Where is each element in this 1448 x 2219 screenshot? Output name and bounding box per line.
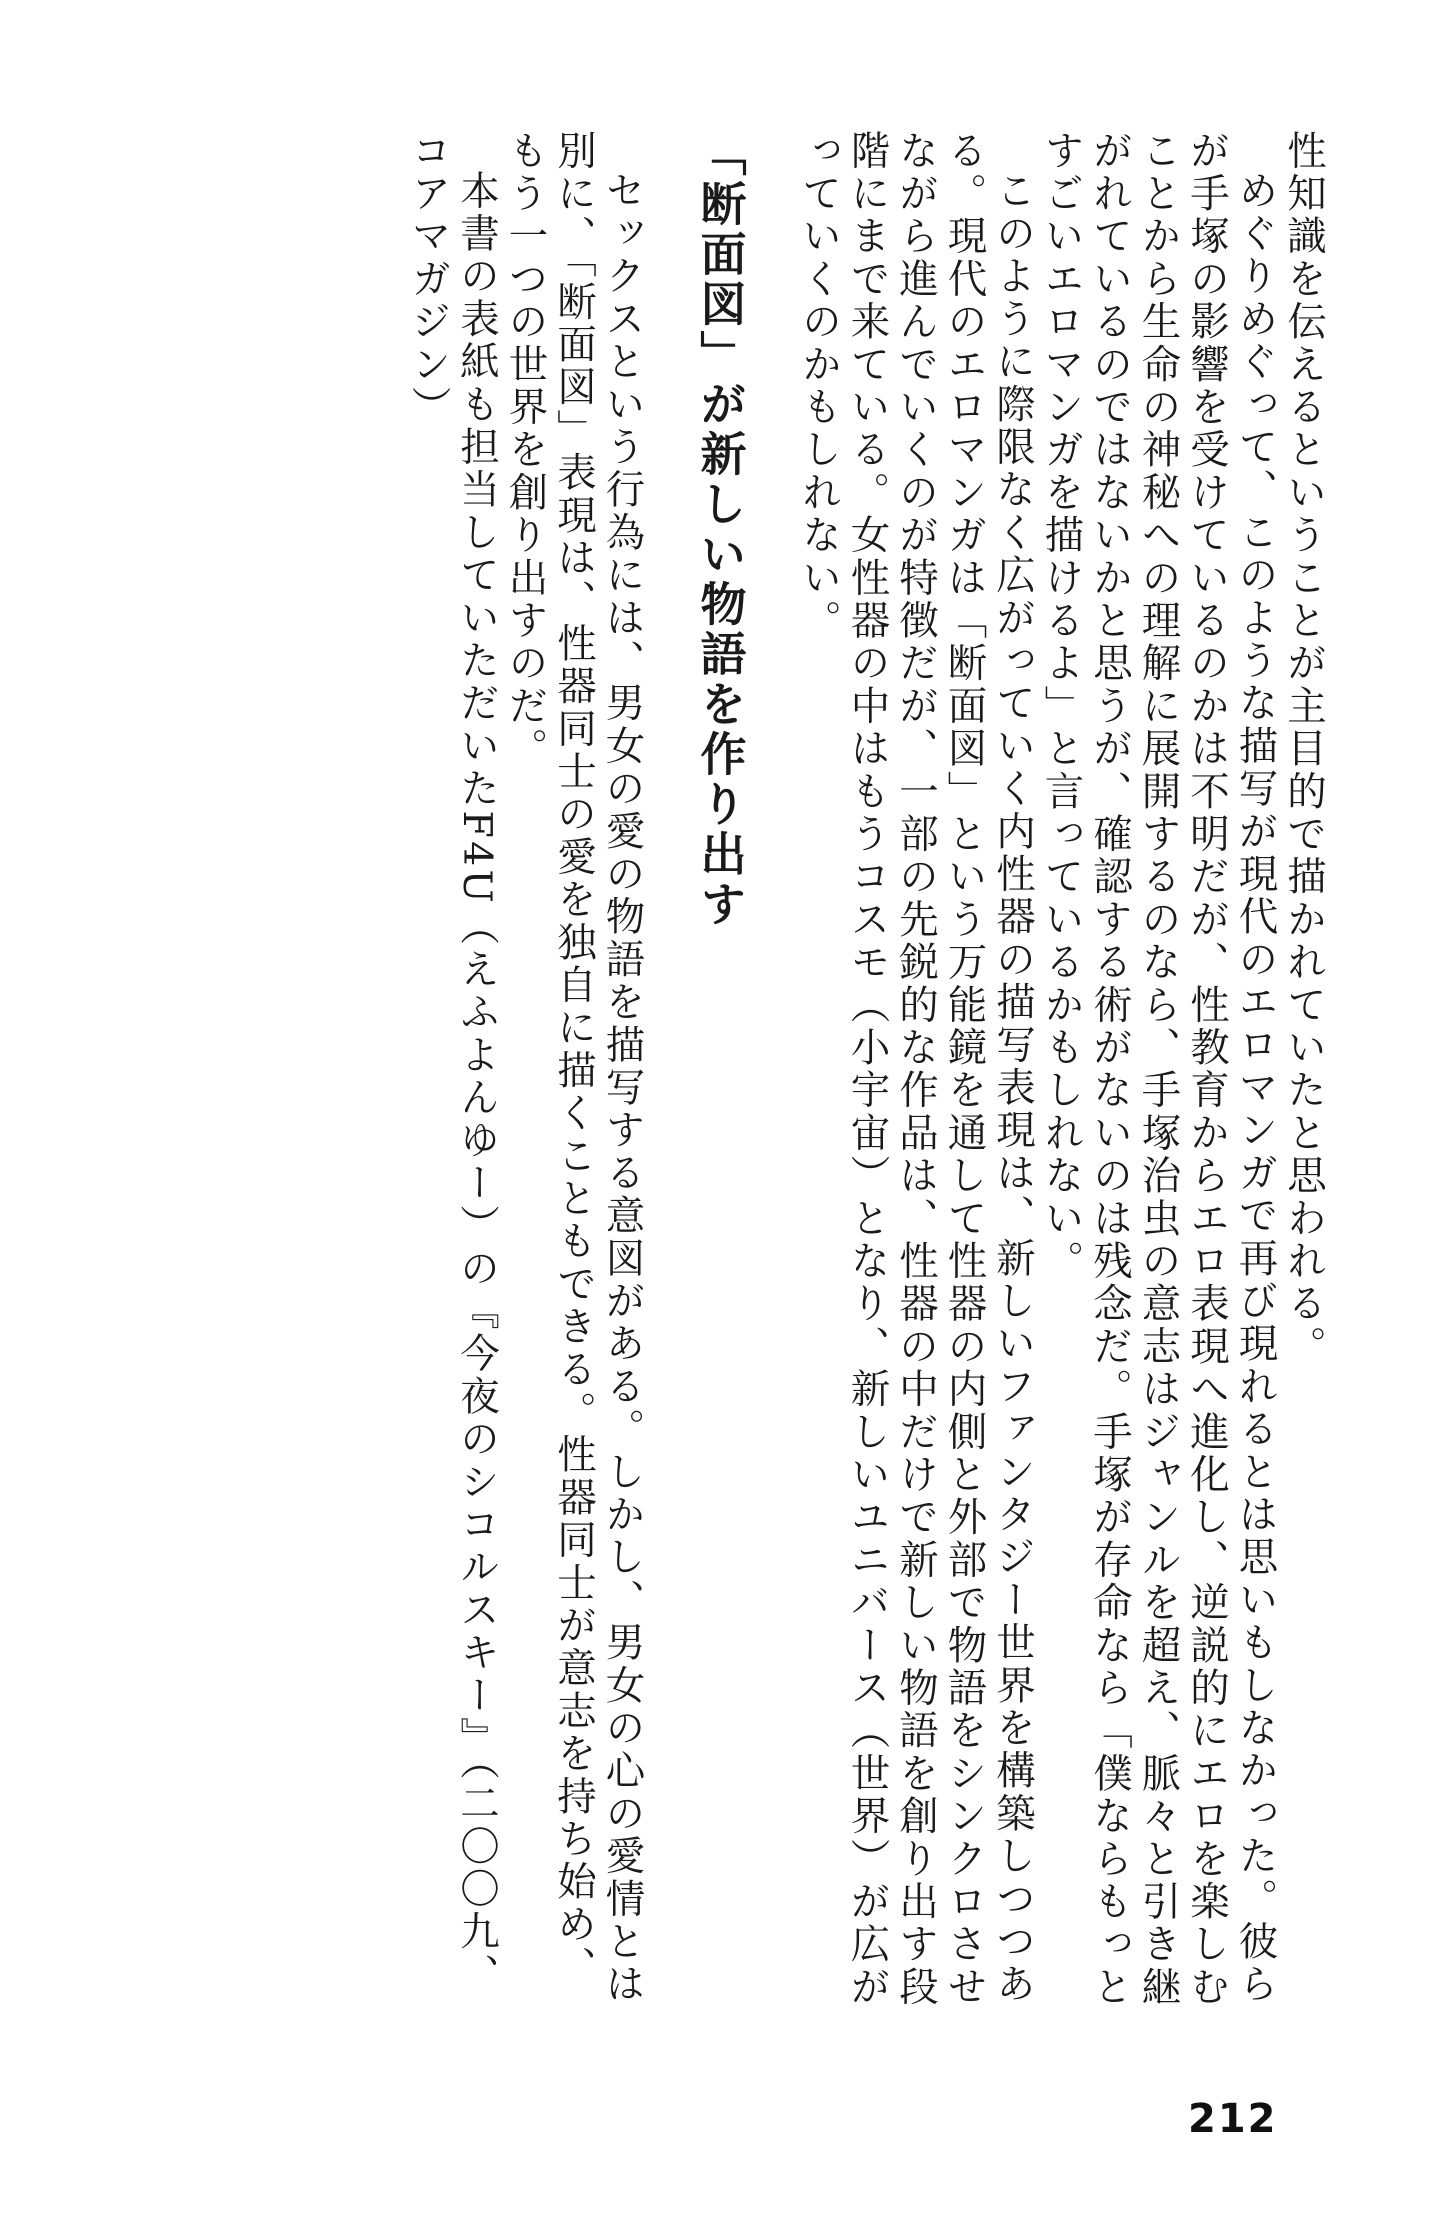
paragraph: 本書の表紙も担当していただいたF4U（えふよんゆー）の『今夜のシコルスキー』（二〇〇九、コアマガジン） — [405, 130, 500, 1996]
paragraph-continued: 性知識を伝えるということが主目的で描かれていたと思われる。 — [1281, 130, 1327, 1369]
paragraph: めぐりめぐって、このような描写が現代のエロマンガで再び現れるとは思いもしなかった。彼らが手塚の影響を受けているのかは不明だが、性教育からエロ表現へ進化し、逆説的にエロを楽しむことから生命の神秘への理解に展開するのなら、手塚治虫の意志はジャンルを超え、脈々と引き継がれているのではないかと思うが、確認する術がないのは残念だ。手塚が存命なら「僕ならもっとすごいエロマンガを描けるよ」と言っているかもしれない。 — [1038, 130, 1279, 2009]
paragraph: このように際限なく広がっていく内性器の描写表現は、新しいファンタジー世界を構築しつつある。現代のエロマンガは「断面図」という万能鏡を通して性器の内側と外部で物語をシンクロさせながら進んでいくのが特徴だが、一部の先鋭的な作品は、性器の中だけで新しい物語を創り出す段階にまで来ている。女性器の中はもうコスモ（小宇宙）となり、新しいユニバース（世界）が広がっていくのかもしれない。 — [796, 130, 1036, 2009]
page-number: 212 — [1188, 2096, 1278, 2142]
vertical-text-body — [404, 130, 1328, 2030]
paragraph: セックスという行為には、男女の愛の物語を描写する意図がある。しかし、男女の心の愛情とは別に、「断面図」表現は、性器同士の愛を独自に描くこともできる。性器同士が意志を持ち始め、もう一つの世界を創り出すのだ。 — [502, 130, 646, 2006]
section-heading: 「断面図」が新しい物語を作り出す — [693, 130, 748, 930]
